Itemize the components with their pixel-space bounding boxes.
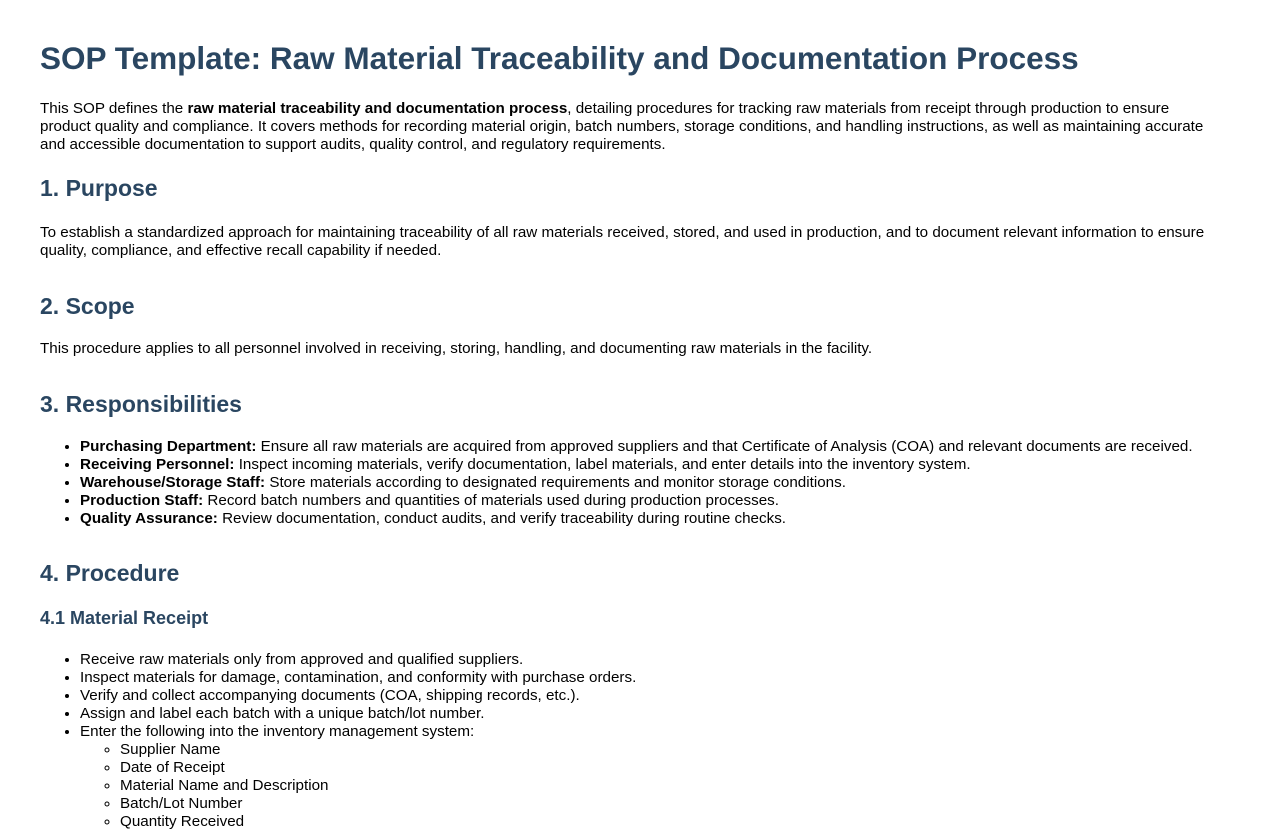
role-label: Purchasing Department: — [80, 438, 257, 455]
purpose-heading: 1. Purpose — [40, 175, 158, 201]
scope-text: This procedure applies to all personnel involved in receiving, storing, handling, and documenting raw materials in the facility. — [40, 340, 873, 357]
page-title: SOP Template: Raw Material Traceability and Documentation Process — [40, 40, 1079, 76]
role-label: Production Staff: — [80, 492, 204, 509]
responsibilities-heading: 3. Responsibilities — [40, 391, 242, 417]
material-receipt-heading: 4.1 Material Receipt — [40, 608, 209, 628]
list-item-warehouse — [80, 474, 1223, 492]
list-item-purchasing — [80, 438, 1223, 456]
role-label: Quality Assurance: — [80, 510, 218, 527]
role-description: Store materials according to designated requirements and monitor storage conditions. — [265, 474, 846, 491]
intro-text-after: , detailing procedures for tracking raw materials from receipt through production to ensure product quality and compliance. It covers methods for recording material origin, batch numbers, storage conditions, and handling instructions, as well as maintaining accurate and accessible documentation to support audits, quality control, and regulatory requirements. — [40, 100, 1204, 153]
intro-text-before: This SOP defines the — [40, 100, 188, 117]
material-receipt-list — [40, 651, 1223, 831]
list-item: • Inspect materials for damage, contamination, and conformity with purchase orders. — [80, 669, 1223, 687]
list-item-inventory-entry — [80, 723, 1223, 831]
inventory-fields-list — [80, 741, 1223, 831]
purpose-text: To establish a standardized approach for maintaining traceability of all raw materials received, stored, and used in production, and to document relevant information to ensure quality, compliance, and effective recall capability if needed. — [40, 224, 1205, 259]
list-item-text: Enter the following into the inventory management system: — [80, 723, 475, 740]
role-label: Warehouse/Storage Staff: — [80, 474, 266, 491]
role-description: Record batch numbers and quantities of materials used during production processes. — [203, 492, 779, 509]
sub-list-item: ◦ Material Name and Description — [120, 777, 1223, 795]
intro-paragraph — [40, 100, 1223, 154]
list-item: • Verify and collect accompanying documents (COA, shipping records, etc.). — [80, 687, 1223, 705]
list-item-receiving — [80, 456, 1223, 474]
sub-list-item: ◦ Quantity Received — [120, 813, 1223, 831]
list-item-quality — [80, 510, 1223, 528]
responsibilities-list — [40, 438, 1223, 528]
scope-heading: 2. Scope — [40, 293, 135, 319]
sub-list-item: ◦ Batch/Lot Number — [120, 795, 1223, 813]
role-description: Inspect incoming materials, verify documentation, label materials, and enter details into the inventory system. — [234, 456, 971, 473]
list-item: • Receive raw materials only from approved and qualified suppliers. — [80, 651, 1223, 669]
role-description: Review documentation, conduct audits, and verify traceability during routine checks. — [217, 510, 787, 527]
procedure-heading: 4. Procedure — [40, 560, 180, 586]
role-description: Ensure all raw materials are acquired from approved suppliers and that Certificate of Analysis (COA) and relevant documents are received. — [256, 438, 1193, 455]
role-label: Receiving Personnel: — [80, 456, 235, 473]
list-item-production — [80, 492, 1223, 510]
intro-text-bold: raw material traceability and documentation process — [187, 100, 568, 117]
list-item: • Assign and label each batch with a unique batch/lot number. — [80, 705, 1223, 723]
sub-list-item: ◦ Supplier Name — [120, 741, 1223, 759]
sub-list-item: ◦ Date of Receipt — [120, 759, 1223, 777]
